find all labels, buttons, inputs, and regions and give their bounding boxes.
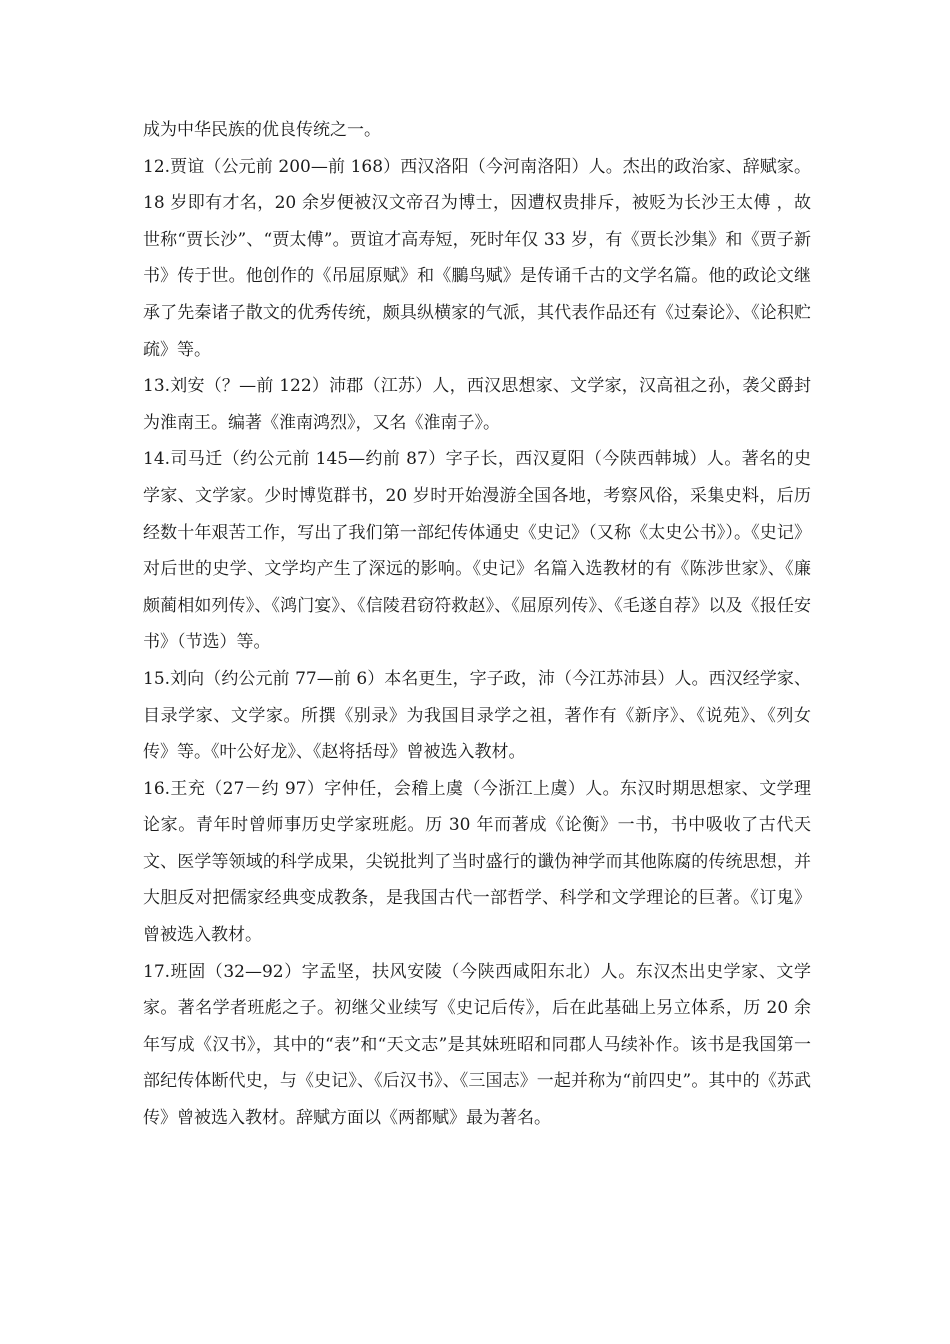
paragraph-sima-qian: 14.司马迁（约公元前 145—约前 87）字子长，西汉夏阳（今陕西韩城）人。著名的史学家、文学家。少时博览群书，20 岁时开始漫游全国各地，考察风俗，采集史料，后历经数十年艰苦工作，写出了我们第一部纪传体通史《史记》（又称《太史公书》）。《史记》对后世的史学、文学均产生了深远的影响。《史记》名篇入选教材的有《陈涉世家》、《廉颇蔺相如列传》、《鸿门宴》、《信陵君窃符救赵》、《屈原列传》、《毛遂自荐》以及《报任安书》（节选）等。 [143,449,811,653]
paragraph-jia-yi: 12.贾谊（公元前 200—前 168）西汉洛阳（今河南洛阳）人。杰出的政治家、辞赋家。18 岁即有才名，20 余岁便被汉文帝召为博士，因遭权贵排斥，被贬为长沙王太傅 ，故世称“贾长沙”、“贾太傅”。贾谊才高寿短，死时年仅 33 岁，有《贾长沙集》和《贾子新书》传于世。他创作的《吊屈原赋》和《鵩鸟赋》是传诵千古的文学名篇。他的政论文继承了先秦诸子散文的优秀传统，颇具纵横家的气派，其代表作品还有《过秦论》、《论积贮疏》等。 [143,156,811,360]
paragraph-liu-xiang: 15.刘向（约公元前 77—前 6）本名更生，字子政，沛（今江苏沛县）人。西汉经学家、目录学家、文学家。所撰《别录》为我国目录学之祖，著作有《新序》、《说苑》、《列女传》等。《叶公好龙》、《赵将括母》曾被选入教材。 [143,668,811,763]
paragraph-ban-gu: 17.班固（32—92）字孟坚，扶风安陵（今陕西咸阳东北）人。东汉杰出史学家、文学家。著名学者班彪之子。初继父业续写《史记后传》，后在此基础上另立体系，历 20 余年写成《汉书》，其中的“表”和“天文志”是其妹班昭和同郡人马续补作。该书是我国第一部纪传体断代史，与《史记》、《后汉书》、《三国志》一起并称为“前四史”。其中的《苏武传》曾被选入教材。辞赋方面以《两都赋》最为著名。 [143,961,811,1129]
paragraph-liu-an: 13.刘安（？—前 122）沛郡（江苏）人，西汉思想家、文学家，汉高祖之孙，袭父爵封为淮南王。编著《淮南鸿烈》，又名《淮南子》。 [143,376,811,433]
paragraph-continuation: 成为中华民族的优良传统之一。 [143,120,381,140]
paragraph-wang-chong: 16.王充（27－约 97）字仲任，会稽上虞（今浙江上虞）人。东汉时期思想家、文学理论家。青年时曾师事历史学家班彪。历 30 年而著成《论衡》一书，书中吸收了古代天文、医学等领域的科学成果，尖锐批判了当时盛行的谶伪神学而其他陈腐的传统思想，并大胆反对把儒家经典变成教条，是我国古代一部哲学、科学和文学理论的巨著。《订鬼》曾被选入教材。 [143,778,811,946]
document-body [143,112,811,1137]
